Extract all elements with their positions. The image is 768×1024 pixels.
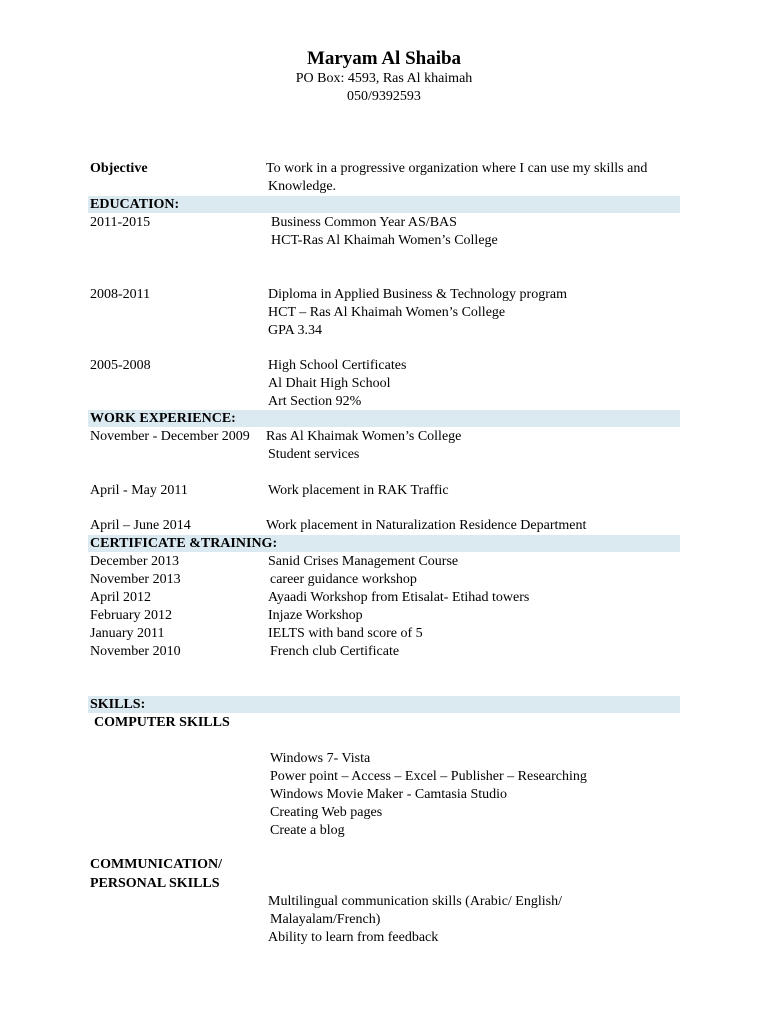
- skills-band: [88, 696, 680, 713]
- work-detail: Work placement in Naturalization Residence Department: [266, 518, 587, 533]
- certificate-title: Sanid Crises Management Course: [268, 554, 459, 569]
- work-detail: Work placement in RAK Traffic: [268, 483, 449, 498]
- education-detail: HCT-Ras Al Khaimah Women’s College: [271, 233, 498, 248]
- education-detail: GPA 3.34: [268, 323, 322, 338]
- certificate-date: November 2010: [90, 644, 181, 659]
- certificate-title: Ayaadi Workshop from Etisalat- Etihad towers: [268, 590, 530, 605]
- objective-text-line1: To work in a progressive organization where I can use my skills and: [266, 161, 648, 176]
- computer-skill-item: Power point – Access – Excel – Publisher – Researching: [270, 769, 587, 784]
- work-period: April - May 2011: [90, 483, 188, 498]
- computer-skill-item: Creating Web pages: [270, 805, 383, 820]
- education-detail: Diploma in Applied Business & Technology program: [268, 287, 567, 302]
- objective-text-line2: Knowledge.: [268, 179, 337, 194]
- certificate-title: French club Certificate: [270, 644, 400, 659]
- education-detail: High School Certificates: [268, 358, 407, 373]
- computer-skill-item: Windows Movie Maker - Camtasia Studio: [270, 787, 508, 802]
- work-detail: Student services: [268, 447, 360, 462]
- certificate-date: November 2013: [90, 572, 181, 587]
- certificate-date: February 2012: [90, 608, 173, 623]
- certificate-date: January 2011: [90, 626, 165, 641]
- education-years: 2011-2015: [90, 215, 151, 230]
- address-line: PO Box: 4593, Ras Al khaimah: [295, 71, 473, 86]
- certificate-date: April 2012: [90, 590, 152, 605]
- communication-skill-item: Malayalam/French): [270, 912, 381, 927]
- work-period: April – June 2014: [90, 518, 191, 533]
- education-years: 2005-2008: [90, 358, 151, 373]
- certificate-date: December 2013: [90, 554, 180, 569]
- computer-skill-item: Windows 7- Vista: [270, 751, 371, 766]
- computer-skill-item: Create a blog: [270, 823, 345, 838]
- education-detail: HCT – Ras Al Khaimah Women’s College: [268, 305, 506, 320]
- work-detail: Ras Al Khaimak Women’s College: [266, 429, 462, 444]
- education-detail: Business Common Year AS/BAS: [271, 215, 457, 230]
- certificates-heading: CERTIFICATE &TRAINING:: [90, 536, 278, 551]
- certificate-title: Injaze Workshop: [268, 608, 363, 623]
- phone-line: 050/9392593: [347, 89, 421, 104]
- resume-name: Maryam Al Shaiba: [306, 48, 462, 69]
- communication-skills-label: COMMUNICATION/: [90, 857, 222, 872]
- objective-label: Objective: [90, 161, 148, 176]
- skills-heading: SKILLS:: [90, 697, 146, 712]
- work-heading: WORK EXPERIENCE:: [90, 411, 236, 426]
- computer-skills-label: COMPUTER SKILLS: [94, 715, 230, 730]
- communication-skill-item: Ability to learn from feedback: [268, 930, 439, 945]
- work-period: November - December 2009: [90, 429, 250, 444]
- education-heading: EDUCATION:: [90, 197, 180, 212]
- education-years: 2008-2011: [90, 287, 151, 302]
- certificate-title: career guidance workshop: [270, 572, 417, 587]
- communication-skill-item: Multilingual communication skills (Arabic/ English/: [268, 894, 562, 909]
- education-detail: Al Dhait High School: [268, 376, 391, 391]
- certificate-title: IELTS with band score of 5: [268, 626, 423, 641]
- education-detail: Art Section 92%: [268, 394, 362, 409]
- personal-skills-label: PERSONAL SKILLS: [90, 876, 220, 891]
